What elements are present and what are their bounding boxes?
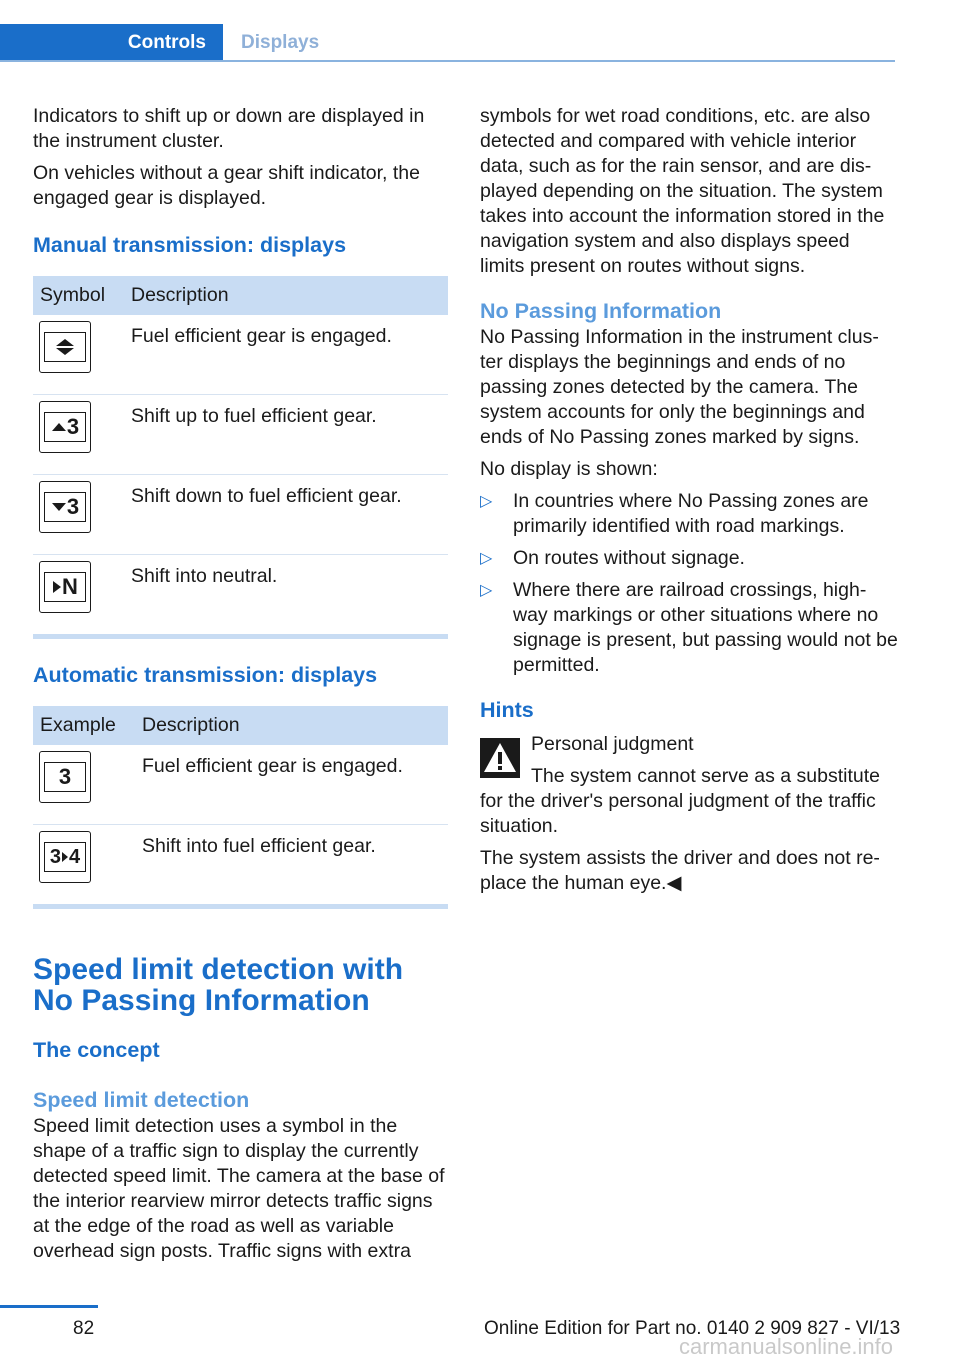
right-column [480,104,898,903]
header-divider [0,60,895,62]
row-description: Shift into fuel efficient gear. [142,835,376,857]
row-description: Fuel efficient gear is engaged. [135,745,448,825]
list-item-text: In countries where No Passing zones are primarily identified with road markings. [513,490,869,537]
row-description: Shift down to fuel efficient gear. [124,475,448,555]
table-row [33,745,448,825]
gear-3-icon [39,751,91,803]
concept-heading: The concept [33,1038,160,1062]
shift-neutral-icon [39,561,91,613]
gear-symbol-to: 4 [69,846,81,868]
tab-controls[interactable]: Controls [0,24,223,61]
table-row [33,395,448,475]
continued-paragraph: symbols for wet road conditions, etc. are also detected and compared with vehicle interior data, such as for the rain sensor, and are dis-played depending on the situation. The system takes into account the information stored in the navigation system and also displays speed limits present on routes without signs. [480,105,885,277]
row-description: Shift into neutral. [131,565,278,587]
table-header-symbol: Symbol [33,276,124,315]
hints-heading: Hints [480,698,534,722]
table-row [33,315,448,395]
section-title: Speed limit detection with No Passing Information [33,953,404,1017]
list-item [480,489,898,539]
speed-limit-paragraph: Speed limit detection uses a symbol in the shape of a traffic sign to display the currently detected speed limit. The camera at the base of the interior rearview mirror detects traffic signs at the edge of the road as well as variable overhead sign posts. Traffic signs with extra [33,1115,445,1262]
shift-down-3-icon [39,481,91,533]
footer-divider [0,1305,98,1308]
warning-icon [480,738,520,778]
gear-symbol-from: 3 [49,846,61,868]
final-paragraph: The system assists the driver and does not re-place the human eye.◀ [480,847,880,894]
no-passing-paragraph: No Passing Information in the instrument clus-ter displays the beginnings and ends of no passing zones detected by the camera. The system accounts for only the beginnings and ends of No Passing zones marked by signs. [480,326,879,448]
warning-block [480,732,898,757]
triangle-bullet-icon: ▷ [480,582,493,599]
row-description: Shift up to fuel efficient gear. [124,395,448,475]
triangle-bullet-icon: ▷ [480,493,493,510]
no-display-list [480,489,898,678]
gear-symbol: 3 [66,414,80,439]
row-description: Fuel efficient gear is engaged. [124,315,448,395]
shift-up-3-icon [39,401,91,453]
no-passing-heading: No Passing Information [480,299,722,323]
page-header [0,24,895,62]
intro-paragraph-1: Indicators to shift up or down are displayed in the instrument cluster. [33,105,425,152]
table-row [33,555,448,635]
automatic-transmission-table [33,706,448,904]
tab-displays[interactable]: Displays [241,31,320,53]
list-item [480,546,898,571]
table-header-example: Example [33,706,135,745]
table-row [33,475,448,555]
table-end-bar [33,904,448,909]
left-column [33,104,448,1271]
table-header-description: Description [135,706,448,745]
fuel-efficient-gear-icon [39,321,91,373]
page-number: 82 [73,1318,95,1339]
shift-3-to-4-icon [39,831,91,883]
manual-transmission-table [33,276,448,634]
warning-title: Personal judgment [531,733,694,755]
list-item [480,578,898,678]
table-header-description: Description [124,276,448,315]
list-item-text: On routes without signage. [513,547,745,569]
speed-limit-heading: Speed limit detection [33,1088,250,1112]
gear-symbol: 3 [66,494,80,519]
manual-transmission-heading: Manual transmission: displays [33,233,347,257]
gear-symbol: N [62,574,78,599]
table-end-bar [33,634,448,639]
intro-paragraph-2: On vehicles without a gear shift indicator, the engaged gear is displayed. [33,162,420,209]
table-row [33,825,448,905]
no-display-label: No display is shown: [480,458,658,480]
triangle-bullet-icon: ▷ [480,550,493,567]
gear-symbol: 3 [58,764,72,789]
warning-text: The system cannot serve as a substitute for the driver's personal judgment of the traffic situation. [480,765,881,837]
list-item-text: Where there are railroad crossings, high-way markings or other situations where no signage is present, but passing would not be permitted. [513,579,898,676]
edition-note: Online Edition for Part no. 0140 2 909 827 - VI/13 [484,1318,901,1339]
automatic-transmission-heading: Automatic transmission: displays [33,663,378,687]
watermark: carmanualsonline.info [679,1334,894,1359]
